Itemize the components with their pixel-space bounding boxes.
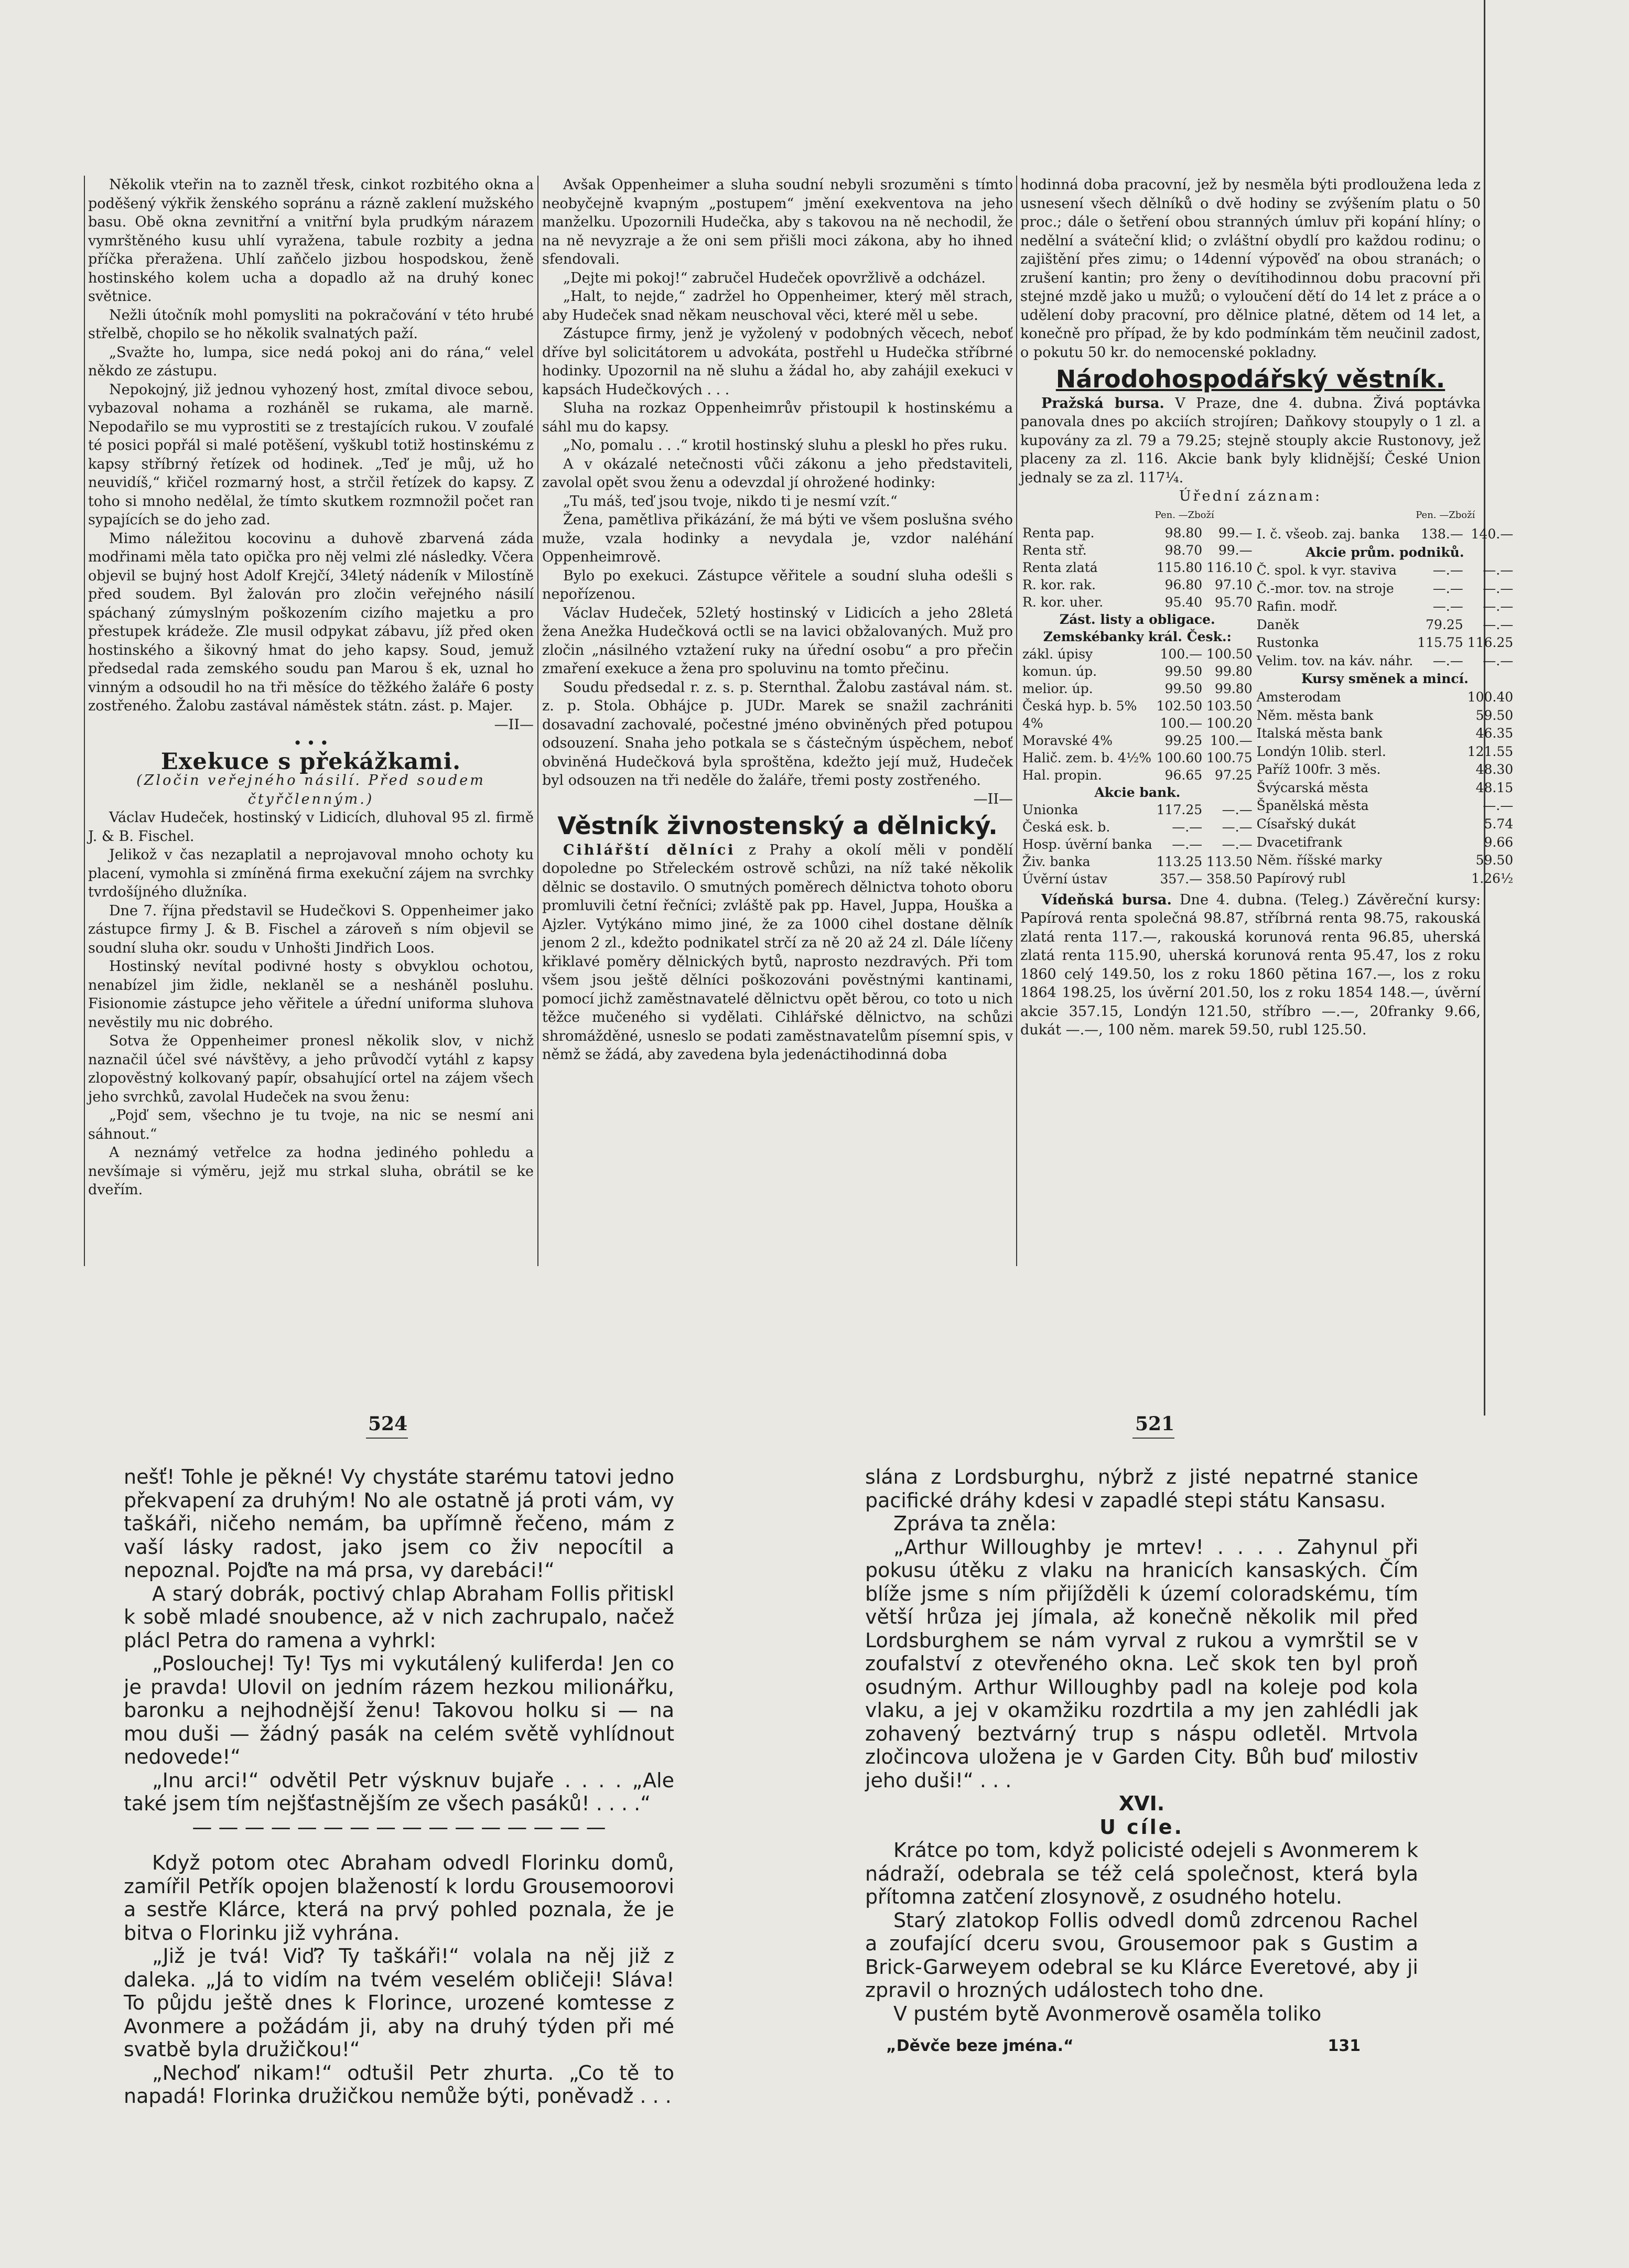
table-cell-value: 1.26½ [1471,870,1514,886]
table-cell-value: 115.75 [1417,635,1463,651]
table-cell-value [1415,724,1465,742]
stock-table [1020,506,1514,888]
table-cell-value: 99.50 [1164,663,1203,679]
paragraph: Několik vteřin na to zazněl třesk, cinkot rozbitého okna a poděšený výkřik ženského sopránu a rázně zaklení mužského basu. Obě okna zevnitřní a vnitřní byla prudkým nárazem vymrštěného kusu uhlí vyražena, tabule rozbity a jedna příčka přeražena. Uhlí zaňčelo jizbou hospodskou, ženě hostinského kolem ucha a dopadlo až na druhý konec světnice. [88,177,534,305]
table-cell-value: 95.70 [1215,594,1253,610]
table-cell-value: 59.50 [1475,852,1514,868]
table-cell-label: Česká esk. b. [1022,819,1110,835]
paragraph: Sluha na rozkaz Oppenheimrův přistoupil k hostinskému a sáhl mu do kapsy. [542,400,1013,435]
table-cell-label: Rustonka [1256,635,1319,651]
table-cell-value: 100.40 [1467,689,1514,705]
table-cell-value: 100.— [1210,732,1253,748]
table-cell-value [1415,688,1465,706]
table-cell-label: Halič. zem. b. 4½% [1022,750,1151,765]
table-cell-value: 96.65 [1164,767,1203,783]
table-cell-label: I. č. všeob. zaj. banka [1256,526,1400,542]
table-cell-label: Paříž 100fr. 3 měs. [1256,762,1381,777]
paragraph: „Halt, to nejde,“ zadržel ho Oppenheimer, který měl strach, aby Hudeček snad někam neuschoval věci, které měl u sebe. [542,288,1013,323]
table-cell-value: 138.— [1421,526,1463,542]
table-cell-value: —.— [1432,653,1463,668]
table-cell-label: R. kor. rak. [1022,577,1096,592]
table-row [1255,706,1516,725]
table-row [1255,851,1516,869]
column-divider [537,176,538,1266]
left-border-line [84,176,85,1266]
paragraph: „Dejte mi pokoj!“ zabručel Hudeček opovržlivě a odcházel. [563,269,986,286]
page-number-underline [366,1438,408,1439]
table-cell-value: 79.25 [1426,617,1463,632]
table-row [1020,715,1255,732]
footer-title: „Děvče beze jména.“ [886,2037,1074,2055]
table-cell-label: Italská města bank [1256,726,1383,741]
paragraph: Soudu předsedal r. z. s. p. Sternthal. Žalobu zastával nám. st. z. p. Stola. Obhájce p. JUDr. Marek se snažil zachrániti dosavadní zachovalé, počestné jméno obviněných před potupou odsouzení. Snaha jeho potkala se s částečným úspěchem, neboť obviněná Hudečková byla sproštěna, kdežto její muž, Hudeček byl odsouzen na tři neděle do žaláře, třemi posty zostřeného. [542,679,1013,789]
table-cell-label: Dvacetifrank [1256,834,1342,850]
table-cell-label: Akcie bank. [1094,784,1181,800]
table-cell-label: Unionka [1022,802,1078,817]
paragraph: Starý zlatokop Follis odvedl domů zdrcenou Rachel a zoufající dceru svou, Grousemoor pak s Gustim a Brick-Garweyem odebral se ku Klárce Everetové, aby ji zpravil o hrozných událostech toho dne. [865,1908,1418,2002]
stock-table-left [1020,506,1255,888]
table-cell-value: 100.50 [1206,646,1253,662]
novel-page-left [124,1465,674,2115]
table-cell-value [1415,869,1465,888]
table-cell-value: 113.25 [1156,854,1203,869]
table-cell-value: 358.50 [1206,871,1253,887]
page-footer [865,2035,1418,2058]
table-cell-value: 103.50 [1206,698,1253,714]
table-row [1020,766,1255,784]
paragraph: z Prahy a okolí měli v pondělí dopoledne po Střeleckém ostrově schůzi, na níž také několik dělnic se dostavilo. O smutných poměrech dělnictva tohoto oboru promluvili četní řečníci; zvláště pak pp. Havel, Juppa, Houška a Ajzler. Vytýkáno mimo jiné, že za 1000 cihel dostane dělník jenom 2 zl., kdežto podnikatel strčí za ně 20 až 24 zl. Dále líčeny křiklavé poměry dělnických bytů, naprosto nezdravých. Při tom všem jsou ještě dělníci poškozováni pověstnými kantinami, pomocí jichž zaměstnavatelé dělnictvu opět běrou, co toto u nich těžce mučeného si vydělati. Cihlářské dělnictvo, na schůzi shromážděné, usneslo se podati zaměstnavatelům písemní spis, v němž se žádá, aby zavedena byla jedenáctihodinná doba [542,841,1013,1063]
paragraph: Avšak Oppenheimer a sluha soudní nebyli srozuměni s tímto neobyčejně kvapným „postupem“ jmění exekventova na jeho manželku. Upozornili Hudečka, aby s takovou na ně nechodil, že na ně nevyzraje a že oni sem přišli moci zákona, aby ho ihned sfendovali. [542,177,1013,267]
paragraph: Krátce po tom, když policisté odejeli s Avonmerem k nádraží, odebrala se též celá společnost, která byla přítomna zatčení zlosynově, z osudného hotelu. [865,1839,1418,1908]
table-cell-value: 100.— [1160,646,1203,662]
page-number-left: 524 [368,1413,408,1435]
paragraph: Václav Hudeček, 52letý hostinský v Lidicích a jeho 28letá žena Anežka Hudečková octli se na lavici obžalovaných. Muž pro zločin „násilného vztažení ruky na úřední osobu“ a pro přečin zmaření exekuce a žena pro spoluvinu na tomto přečinu. [542,604,1013,677]
paragraph: „Svažte ho, lumpa, sice nedá pokoj ani do rána,“ velel někdo ze zástupu. [88,344,534,379]
table-cell-value: —.— [1222,802,1253,817]
section-heading: Národohospodářský věstník. [1055,365,1445,393]
table-cell-label: Zemskébanky král. Česk.: [1043,629,1232,644]
table-cell-value: 98.80 [1164,525,1203,541]
table-cell-value: 116.25 [1467,635,1514,651]
table-header [1020,506,1155,524]
paragraph: Zpráva ta zněla: [893,1512,1057,1535]
table-cell-label: Švýcarská města [1256,780,1368,795]
article-subtitle: čtyřčlenným.) [247,791,374,807]
novel-page-right [865,1465,1418,2173]
table-cell-value [1415,833,1465,851]
table-cell-value: —.— [1432,563,1463,578]
table-cell-label: Akcie prům. podniků. [1306,544,1464,560]
table-row [1020,576,1255,593]
paragraph: Zástupce firmy, jenž je vyžolený v podobných věcech, neboť dříve byl solicitátorem u advokáta, postřehl u Hudečka stříbrné hodinky. Upozornil na ně sluhu a žádal ho, aby zahájil exekuci v kapsách Hudečkových . . . [542,326,1013,398]
table-row [1020,628,1255,645]
table-cell-value [1415,851,1465,869]
table-row [1020,611,1255,628]
table-cell-label: Španělská města [1256,798,1369,814]
table-cell-label: komun. úp. [1022,663,1097,679]
table-cell-label: R. kor. uher. [1022,594,1104,610]
paragraph: „No, pomalu . . .“ krotil hostinský sluhu a pleskl ho přes ruku. [563,437,1008,453]
paragraph: V Praze, dne 4. dubna. Živá poptávka panovala dnes po akciích strojíren; Daňkovy stoupyly o 1 zl. a kupovány za zl. 79 a 79.25; stejně stouply akcie Rustonovy, jež placeny za zl. 116. Akcie bank byly klidnější; České Union jednaly se za zl. 117¼. [1020,395,1481,486]
table-row [1020,818,1255,836]
table-cell-value [1415,779,1465,797]
paragraph: Bylo po exekuci. Zástupce věřitele a soudní sluha odešli s nepořízenou. [542,567,1013,602]
author-sign: —II— [494,716,534,733]
paragraph: slána z Lordsburghu, nýbrž z jisté nepatrné stanice pacifické dráhy kdesi v zapadlé stepi státu Kansasu. [865,1465,1418,1512]
table-cell-value: —.— [1172,819,1203,835]
table-cell-value: 99.80 [1215,681,1253,696]
table-cell-value: —.— [1483,653,1514,668]
paragraph-lead: Vídeňská bursa. [1041,891,1172,908]
section-break: — — — — — — — — — — — — — — — — [192,1815,606,1839]
table-cell-value: —.— [1172,836,1203,852]
paragraph: nešť! Tohle je pěkné! Vy chystáte starému tatovi jedno překvapení za druhým! No ale ostatně já proti vám, vy taškáři, ničeho nemám, ba upřímně řečeno, mám z vaší lásky radost, jako jsem co živ nepocítil a nepoznal. Pojďte na má prsa, vy darebáci!“ [124,1465,674,1582]
table-cell-label: melior. úp. [1022,681,1093,696]
column-divider [1016,176,1017,1266]
table-cell-value: —.— [1222,836,1253,852]
table-cell-value [1415,797,1465,815]
paragraph: A neznámý vetřelce za hodna jediného pohledu a nevšímaje si výměru, jejž mu strkal sluha, obrátil se ke dveřím. [88,1144,534,1198]
chapter-title: U cíle. [1099,1815,1184,1839]
table-cell-value: 100.60 [1156,750,1203,765]
table-cell-label: Úvěrní ústav [1022,871,1107,887]
paragraph: Dne 7. října představil se Hudečkovi S. Oppenheimer jako zástupce firmy J. & B. Fischel a zároveň s ním objevil se soudní sluha okr. soudu v Unhošti Jindřich Loos. [88,902,534,956]
table-row [1255,652,1516,670]
paragraph: „Arthur Willoughby je mrtev! . . . . Zahynul při pokusu útěku z vlaku na hranicích kansaských. Čím blíže jsme s ním přijížděli k území coloradskému, tím větší hrůza jej jímala, až konečně několik mil před Lordsburghem se nám vyrval z rukou a vymrštil se v zoufalství z otevřeného okna. Leč skok ten byl proň osudným. Arthur Willoughby padl na koleje pod kola vlaku, a jej v okamžiku rozdrtila a my jen zahlédli jak zohavený beztvárný trup s náspu odletěl. Mrtvola zločincova uložena je v Garden City. Bůh buď milostiv jeho duši!“ . . . [865,1535,1418,1792]
table-row [1020,784,1255,801]
table-cell-value: 100.75 [1206,750,1253,765]
table-cell-label: Londýn 10lib. sterl. [1256,743,1386,759]
table-cell-label: Papírový rubl [1256,870,1346,886]
table-cell-value: 99.50 [1164,681,1203,696]
paragraph: Když potom otec Abraham odvedl Florinku domů, zamířil Petřík opojen blažeností k lordu Grousemoorovi a sestře Klárce, která na prvý pohled poznala, že je bitva o Florinku již vyhrána. [124,1851,674,1945]
footer-page-number: 131 [1328,2037,1361,2055]
table-row [1255,779,1516,797]
table-row [1255,579,1516,598]
table-cell-value: —.— [1483,617,1514,632]
table-cell-label: Č.-mor. tov. na stroje [1256,580,1394,596]
table-cell-label: Velim. tov. na káv. náhr. [1256,653,1414,668]
paragraph: A v okázalé netečnosti vůči zákonu a jeho představiteli, zavolal opět svou ženu a odevzdal jí ohrožené hodinky: [542,456,1013,491]
paragraph: hodinná doba pracovní, jež by nesměla býti prodloužena leda z usnesení všech dělníků o dvě hodiny se zvýšením platu o 50 proc.; dále o šetření obou stranných úmluv při kopání hlíny; o nedělní a sváteční klid; o zvláštní obydlí pro každou rodinu; o zajištění přes zimu; o 14denní výpověď na obou stranách; o zrušení kantin; pro ženy o devítihodinnou dobu pracovní při stejné mzdě jako u mužů; o vyloučení dětí do 14 let z práce a o udělení doby pracovní, pro dělnice platné, dětem od 14 let, a konečně pro případ, že by kdo podmínkám těm neučinil zadost, o pokutu 50 kr. do nemocenské pokladny. [1020,177,1481,361]
table-row [1255,543,1516,561]
table-cell-value: 48.15 [1475,780,1514,795]
table-row [1255,597,1516,615]
table-cell-label: Něm. říšské marky [1256,852,1383,868]
table-row [1020,680,1255,697]
table-cell-value: —.— [1432,580,1463,596]
paragraph: „Poslouchej! Ty! Tys mi vykutálený kuliferda! Jen co je pravda! Ulovil on jedním rázem hezkou milionářku, baronku a nejhodnější ženu! Takovou holku si — na mou duši — žádný pasák na celém světě vyhlídnout nedovede!“ [124,1652,674,1768]
table-cell-label: Živ. banka [1022,854,1091,869]
table-row [1255,833,1516,851]
table-row [1255,670,1516,688]
table-cell-value: 95.40 [1164,594,1203,610]
paragraph: Nežli útočník mohl pomysliti na pokračování v této hrubé střelbě, chopilo se ho několik svalnatých paží. [88,307,534,342]
table-cell-value: 99.80 [1215,663,1253,679]
table-row [1020,749,1255,766]
paragraph: Václav Hudeček, hostinský v Lidicích, dluhoval 95 zl. firmě J. & B. Fischel. [88,809,534,845]
table-cell-value: 357.— [1160,871,1203,887]
paragraph: „Nechoď nikam!“ odtušil Petr zhurta. „Co tě to napadá! Florinka družičkou nemůže býti, poněvadž . . . [124,2061,674,2108]
table-cell-value: 117.25 [1156,802,1203,817]
table-cell-value: 98.70 [1164,542,1203,558]
page-number-underline [1132,1438,1174,1439]
table-cell-label: Moravské 4% [1022,732,1113,748]
table-cell-label: Daněk [1256,617,1299,632]
table-row [1255,724,1516,742]
table-cell-value [1415,815,1465,833]
table-cell-value: 102.50 [1156,698,1203,714]
stock-table-right [1255,506,1516,888]
table-row [1255,688,1516,706]
table-cell-value [1415,742,1465,761]
table-cell-value: 140.— [1471,526,1514,542]
table-row [1255,615,1516,634]
table-cell-value: —.— [1483,599,1514,614]
table-row [1255,869,1516,888]
table-cell-value: 48.30 [1475,762,1514,777]
table-cell-value: 59.50 [1475,707,1514,723]
table-cell-value: 121.55 [1467,743,1514,759]
table-cell-label: Zást. listy a obligace. [1059,611,1215,627]
paragraph: V pustém bytě Avonmerově osaměla toliko [893,2002,1322,2025]
table-row [1020,801,1255,818]
table-cell-value: 46.35 [1475,726,1514,741]
paragraph: Mimo náležitou kocovinu a duhově zbarvená záda modřinami měla tato opička pro něj velmi zlé následky. Včera objevil se bujný host Adolf Krejčí, 34letý nádeník v Milostíně před soudem. Byl žalován pro zločin veřejného násilí spáchaný zúmyslným poškozením cizího majetku a pro přestupek krádeže. Zle musil odpykat zábavu, jíž před oken hostinského a šikovný hmat do jeho kapsy. Soud, jemuž předsedal rada zemského soudu pan Marou š ek, uznal ho vinným a odsoudil ho na tři měsíce do těžkého žaláře 6 posty zostřeného. Žalobu zastával náměstek státn. zást. p. Majer. [88,530,534,714]
paragraph: Nepokojný, již jednou vyhozený host, zmítal divoce sebou, vybazoval nohama a rozháněl se rukama, ale marně. Nepodařilo se mu vyprostiti se z trestajících rukou. V zoufalé té posici popřál si malé potěšení, vyškubl totiž hostinskému z kapsy stříbrný řetízek od hodinek. „Teď je můj, už ho neuvidíš,“ křičel rozmarný host, a strčil řetízek do kapsy. Z toho si mnoho nedělal, že tímto skutkem rozmnožil počet ran sypajících se do jeho zad. [88,381,534,528]
table-cell-label: Rafin. modř. [1256,599,1338,614]
table-row [1255,561,1516,579]
table-row [1020,836,1255,853]
table-cell-label: Hosp. úvěrní banka [1022,836,1152,852]
table-cell-label: Amsterodam [1256,689,1341,705]
table-cell-value: 100.— [1160,715,1203,731]
table-row [1020,593,1255,611]
newspaper-column-1 [88,176,534,1263]
paragraph: Dne 4. dubna. (Teleg.) Závěreční kursy: Papírová renta společná 98.87, stříbrná renta 98.75, rakouská zlatá renta 117.—, rakouská korunová renta 96.85, uherská zlatá renta 115.90, uherská korunová renta 95.47, los z roku 1860 celý 149.50, los z roku 1860 pětina 167.—, los z roku 1864 198.25, los úvěrní 201.50, los z roku 1854 148.—, úvěrní akcie 357.15, Londýn 121.50, stříbro —.—, 20franky 9.66, dukát —.—, 100 něm. marek 59.50, rubl 125.50. [1020,891,1481,1038]
paragraph: Hostinský nevítal podivné hosty s obvyklou ochotou, nenabízel jim židle, neklaněl se a nesháněl posluhu. Fisionomie zástupce jeho věřitele a úřední uniforma sluhova nevěstily mu nic dobrého. [88,958,534,1031]
article-heading: Exekuce s překážkami. [160,748,461,775]
table-cell-value: —.— [1432,599,1463,614]
paragraph: Jelikož v čas nezaplatil a neprojavoval mnoho ochoty ku placení, vymohla si zmíněná firma exekuční zájem na svrchky tvrdošíjného dlužníka. [88,847,534,900]
newspaper-column-2 [542,176,1013,1263]
page-number-right: 521 [1135,1413,1175,1435]
table-cell-label: Kursy směnek a mincí. [1301,671,1469,687]
table-cell-value: 97.25 [1215,767,1253,783]
table-row [1020,732,1255,749]
table-cell-value: 99.— [1218,542,1253,558]
table-cell-value: 99.25 [1164,732,1203,748]
paragraph: „Pojď sem, všechno je tu tvoje, na nic se nesmí ani sáhnout.“ [88,1107,534,1142]
table-cell-label: Hal. propin. [1022,767,1102,783]
table-cell-value: 115.80 [1156,559,1203,575]
article-subtitle: (Zločin veřejného násilí. Před soudem [136,772,486,789]
table-row [1020,663,1255,680]
table-cell-label: Renta pap. [1022,525,1095,541]
table-cell-label: Renta zlatá [1022,559,1098,575]
table-caption: Úřední záznam: [1179,488,1322,504]
table-cell-label: Česká hyp. b. 5% [1022,698,1137,714]
ornament: • • • [293,735,329,752]
table-row [1020,542,1255,559]
table-header: Pen. —Zboží [1416,510,1475,521]
table-cell-value: 5.74 [1484,816,1514,831]
author-sign: —II— [973,791,1013,807]
table-row [1020,697,1255,715]
paragraph-lead: Cihlářští dělníci [563,841,736,858]
table-cell-value: —.— [1483,580,1514,596]
table-row [1020,870,1255,888]
table-cell-value [1415,760,1465,779]
table-cell-value: 116.10 [1206,559,1253,575]
table-cell-label: Něm. města bank [1256,707,1374,723]
table-row [1255,815,1516,833]
table-cell-value: —.— [1483,798,1514,814]
table-row [1255,760,1516,779]
table-cell-label: Císařský dukát [1256,816,1356,831]
table-cell-value: —.— [1222,819,1253,835]
table-cell-value: 96.80 [1164,577,1203,592]
table-cell-label: Č. spol. k vyr. staviva [1256,563,1397,578]
table-cell-value [1415,706,1465,725]
table-cell-value: 100.20 [1206,715,1253,731]
table-cell-value: 9.66 [1484,834,1514,850]
table-row [1255,634,1516,652]
paragraph: „Již je tvá! Viď? Ty taškáři!“ volala na něj již z daleka. „Já to vidím na tvém veselém obličeji! Sláva! To půjdu ještě dnes k Florince, urozené komtesse z Avonmere a požádám ji, aby na druhý týden při mé svatbě byla družičkou!“ [124,1945,674,2061]
table-header [1255,506,1416,525]
table-cell-label: zákl. úpisy [1022,646,1093,662]
paragraph: Sotva že Oppenheimer pronesl několik slov, v nichž naznačil účel své návštěvy, a jeho průvodčí vytáhl z kapsy zlopověstný kolkovaný papír, obsahující ortel na zájem všech jeho svrchků, zavolal Hudeček na svou ženu: [88,1033,534,1105]
section-heading: Věstník živnostenský a dělnický. [557,812,998,840]
table-row [1020,645,1255,663]
paragraph: „Inu arci!“ odvětil Petr výsknuv bujaře . . . . „Ale také jsem tím nejšťastnějším ze všech pasáků! . . . .“ [124,1768,674,1815]
paragraph: „Tu máš, teď jsou tvoje, nikdo ti je nesmí vzít.“ [563,493,898,510]
table-cell-label: Renta stř. [1022,542,1087,558]
table-cell-value: 99.— [1218,525,1253,541]
table-cell-value: 113.50 [1206,854,1253,869]
newspaper-column-3 [1020,176,1514,1263]
chapter-number: XVI. [1118,1792,1165,1815]
table-cell-value: —.— [1483,563,1514,578]
paragraph-lead: Pražská bursa. [1041,395,1164,412]
table-row [1020,524,1255,542]
table-row [1255,525,1516,543]
table-cell-value: 97.10 [1215,577,1253,592]
table-row [1255,742,1516,761]
paragraph: Žena, pamětliva přikázání, že má býti ve všem poslušna svého muže, vzala hodinky a nevydala je, vzdor naléhání Oppenheimrově. [542,512,1013,565]
table-row [1020,559,1255,576]
paragraph: A starý dobrák, poctivý chlap Abraham Follis přitiskl k sobě mladé snoubence, až v nich zachrupalo, načež plácl Petra do ramena a vyhrkl: [124,1582,674,1652]
table-cell-label: 4% [1022,715,1043,731]
table-row [1020,853,1255,870]
table-row [1255,797,1516,815]
table-header: Pen. —Zboží [1155,509,1214,521]
